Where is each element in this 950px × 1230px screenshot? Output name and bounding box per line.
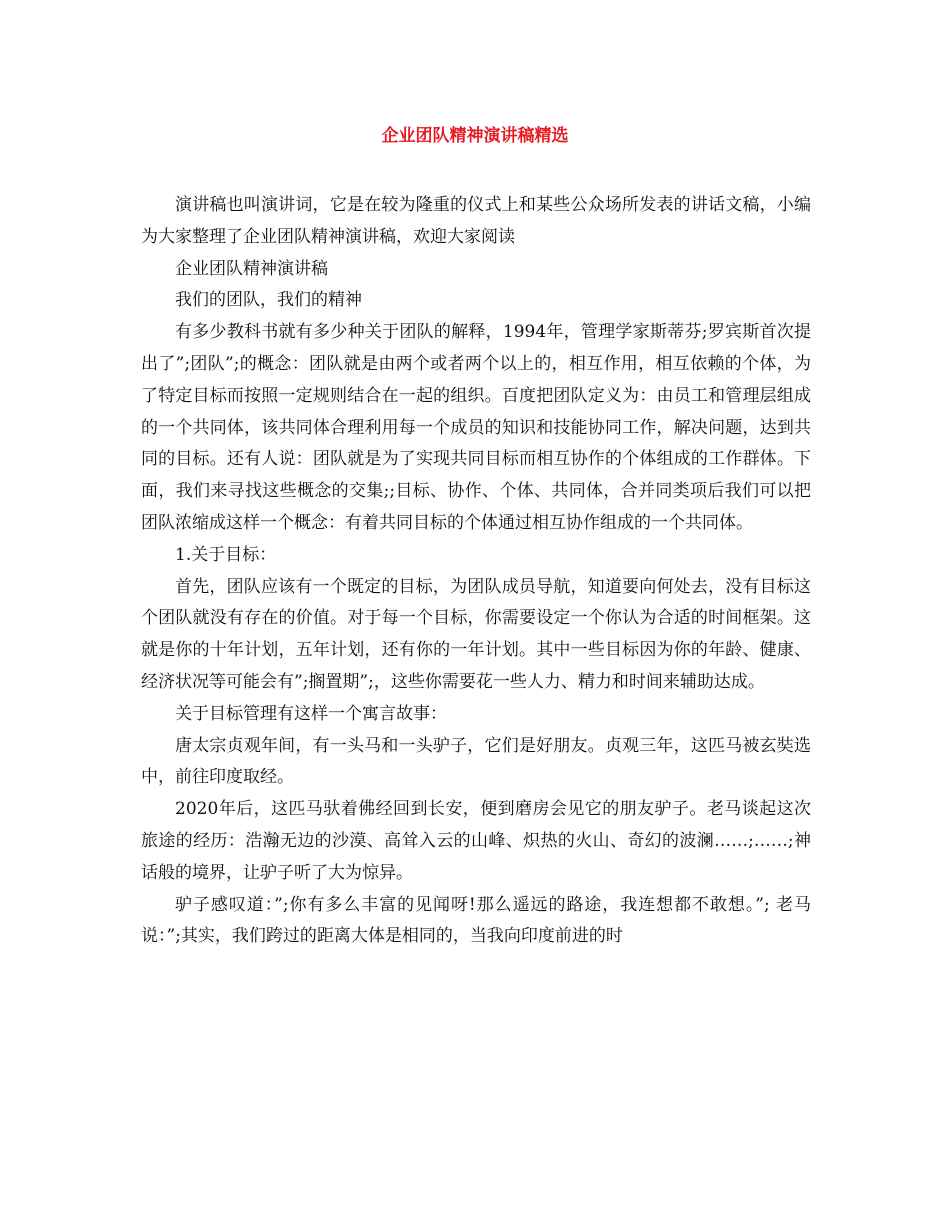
paragraph-goals: 首先，团队应该有一个既定的目标，为团队成员导航，知道要向何处去，没有目标这个团队就没有存在的价值。对于每一个目标，你需要设定一个你认为合适的时间框架。这就是你的十年计划，五年计划，还有你的一年计划。其中一些目标因为你的年龄、健康、经济状况等可能会有”;搁置期”;，这些你需要花一些人力、精力和时间来辅助达成。	[141, 576, 811, 692]
paragraph-speech-subtitle: 我们的团队，我们的精神	[175, 290, 362, 311]
document-title: 企业团队精神演讲稿精选	[381, 126, 569, 146]
paragraph-speech-title: 企业团队精神演讲稿	[175, 258, 328, 279]
document-body	[141, 190, 811, 953]
paragraph-fable-intro: 关于目标管理有这样一个寓言故事：	[175, 703, 447, 724]
paragraph-fable-2: 2020年后，这匹马驮着佛经回到长安，便到磨房会见它的朋友驴子。老马谈起这次旅途的经历：浩瀚无边的沙漠、高耸入云的山峰、炽热的火山、奇幻的波澜……;……;神话般的境界，让驴子听了大为惊异。	[141, 799, 811, 883]
paragraph-fable-1: 唐太宗贞观年间，有一头马和一头驴子，它们是好朋友。贞观三年，这匹马被玄奘选中，前往印度取经。	[141, 735, 811, 788]
paragraph-section-heading: 1.关于目标：	[175, 544, 277, 565]
paragraph-fable-3: 驴子感叹道：”;你有多么丰富的见闻呀!那么遥远的路途，我连想都不敢想。”; 老马说：”;其实，我们跨过的距离大体是相同的，当我向印度前进的时	[141, 894, 811, 947]
paragraph-intro: 演讲稿也叫演讲词，它是在较为隆重的仪式上和某些公众场所发表的讲话文稿，小编为大家整理了企业团队精神演讲稿，欢迎大家阅读	[141, 195, 811, 247]
paragraph-team-definition: 有多少教科书就有多少种关于团队的解释，1994年，管理学家斯蒂芬;罗宾斯首次提出了”;团队”;的概念：团队就是由两个或者两个以上的，相互作用，相互依赖的个体，为了特定目标而按照一定规则结合在一起的组织。百度把团队定义为：由员工和管理层组成的一个共同体，该共同体合理利用每一个成员的知识和技能协同工作，解决问题，达到共同的目标。还有人说：团队就是为了实现共同目标而相互协作的个体组成的工作群体。下面，我们来寻找这些概念的交集;;目标、协作、个体、共同体，合并同类项后我们可以把团队浓缩成这样一个概念：有着共同目标的个体通过相互协作组成的一个共同体。	[141, 322, 811, 533]
